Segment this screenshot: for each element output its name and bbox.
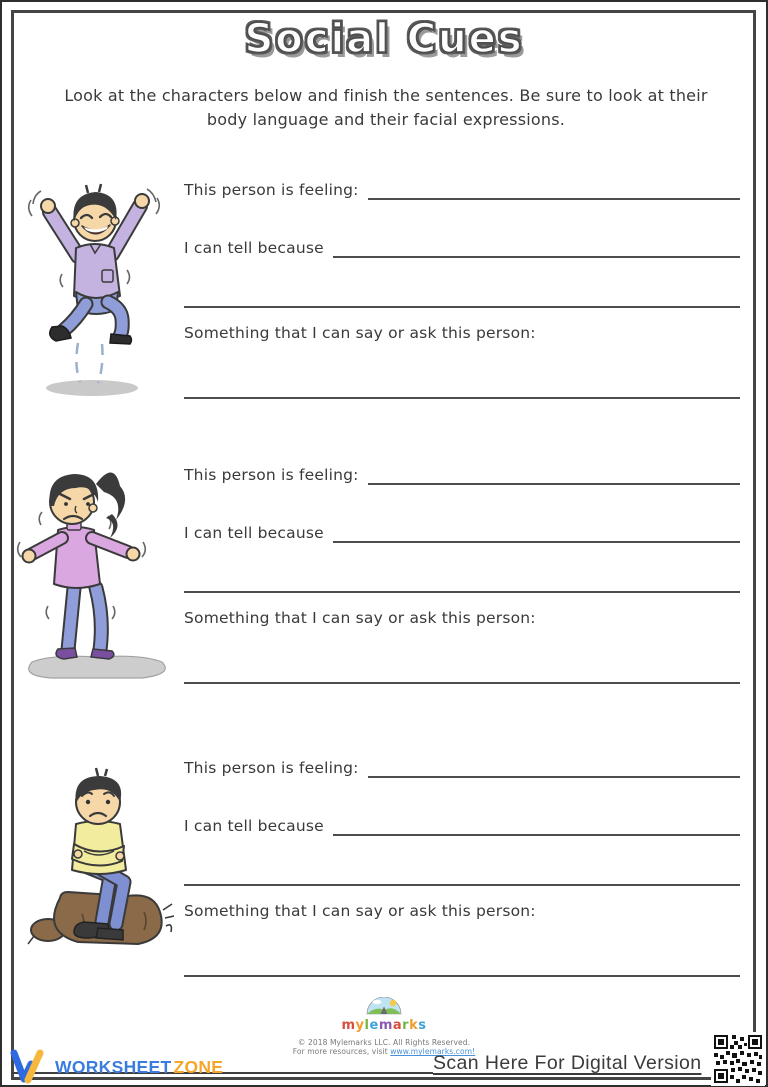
angry-girl-clenched-fists-icon — [12, 456, 180, 692]
mylemarks-letter: m — [341, 1018, 356, 1033]
mylemarks-letter: s — [418, 1018, 427, 1033]
because-label: I can tell because — [184, 239, 324, 257]
sad-boy-drawing — [26, 764, 174, 956]
qr-code — [711, 1032, 765, 1086]
because-answer-line[interactable] — [333, 236, 740, 258]
say-ask-answer-line[interactable] — [184, 682, 740, 684]
because-answer-line[interactable] — [333, 521, 740, 543]
because-label: I can tell because — [184, 817, 324, 835]
copyright-text: © 2018 Mylemarks LLC. All Rights Reserved. — [297, 1038, 471, 1048]
excited-boy-jumping-icon — [18, 178, 170, 406]
feeling-answer-line[interactable] — [368, 463, 740, 485]
prompt-section-2 — [184, 463, 740, 687]
because-label: I can tell because — [184, 524, 324, 542]
footer — [2, 997, 766, 1056]
mylemarks-letter: l — [364, 1018, 370, 1033]
qr-code-icon — [714, 1035, 762, 1083]
mylemarks-letter: y — [355, 1018, 365, 1033]
mylemarks-letter: e — [369, 1018, 379, 1033]
worksheetzone-word2: ZONE — [173, 1056, 224, 1077]
feeling-label: This person is feeling: — [184, 466, 359, 484]
sad-boy-sitting-on-rock-icon — [26, 764, 174, 956]
because-answer-line-2[interactable] — [184, 591, 740, 593]
resources-prefix: For more resources, visit — [292, 1047, 391, 1057]
mylemarks-link[interactable]: www.mylemarks.com! — [390, 1047, 476, 1057]
mylemarks-letter: r — [402, 1018, 410, 1033]
mylemarks-letter: k — [409, 1018, 419, 1033]
say-ask-label: Something that I can say or ask this person: — [184, 324, 536, 342]
mylemarks-letter: a — [392, 1018, 403, 1033]
feeling-label: This person is feeling: — [184, 181, 359, 199]
worksheetzone-logo[interactable] — [10, 1049, 223, 1085]
because-answer-line-2[interactable] — [184, 306, 740, 308]
angry-girl-drawing — [12, 456, 180, 692]
mylemarks-letter: m — [378, 1018, 393, 1033]
feeling-answer-line[interactable] — [368, 756, 740, 778]
prompt-section-1 — [184, 178, 740, 402]
page-title: Social Cues — [244, 16, 524, 62]
scan-here-link[interactable]: Scan Here For Digital Version — [433, 1052, 702, 1074]
prompt-section-3 — [184, 756, 740, 980]
instructions-text: Look at the characters below and finish the sentences. Be sure to look at their body language and their facial expressions. — [64, 86, 708, 129]
feeling-label: This person is feeling: — [184, 759, 359, 777]
say-ask-answer-line[interactable] — [184, 975, 740, 977]
worksheetzone-logo-text — [55, 1057, 223, 1078]
because-answer-line[interactable] — [333, 814, 740, 836]
mylemarks-logo-text — [2, 1019, 766, 1033]
excited-boy-drawing — [18, 178, 170, 406]
say-ask-label: Something that I can say or ask this person: — [184, 902, 536, 920]
worksheetzone-word1: WORKSHEET — [55, 1056, 172, 1077]
feeling-answer-line[interactable] — [368, 178, 740, 200]
worksheetzone-w-icon — [10, 1049, 50, 1085]
say-ask-label: Something that I can say or ask this person: — [184, 609, 536, 627]
mylemarks-logo-icon — [366, 997, 402, 1015]
because-answer-line-2[interactable] — [184, 884, 740, 886]
say-ask-answer-line[interactable] — [184, 397, 740, 399]
